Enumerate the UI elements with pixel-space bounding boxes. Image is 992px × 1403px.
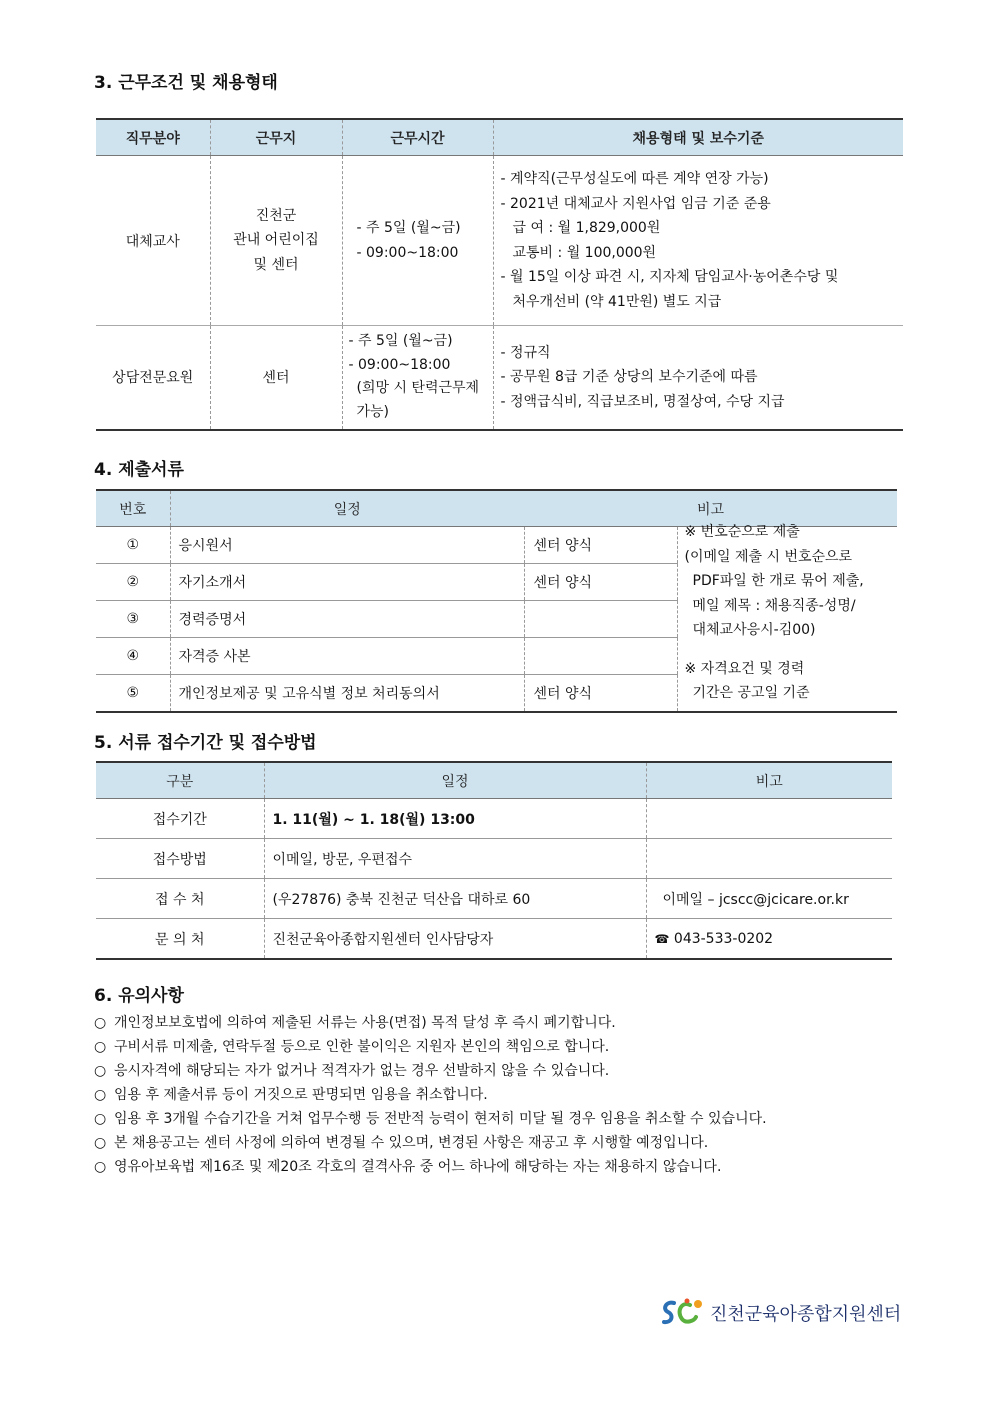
- row-label: 접수방법: [96, 839, 264, 879]
- notice-text: 응시자격에 해당되는 자가 없거나 적격자가 없는 경우 선발하지 않을 수 있습니다.: [114, 1063, 610, 1079]
- row-label: 접수기간: [96, 799, 264, 839]
- terms-line: 교통비 : 월 100,000원: [512, 244, 657, 261]
- terms-line: - 2021년 대체교사 지원사업 임금 기준 준용: [500, 195, 771, 212]
- list-item: [94, 1035, 767, 1059]
- email-note[interactable]: 이메일 – jcscc@jcicare.or.kr: [646, 879, 892, 919]
- location-cell: [210, 156, 342, 326]
- period-value: 1. 11(월) ~ 1. 18(월) 13:00: [264, 799, 646, 839]
- hours-line: - 주 5일 (월~금): [348, 333, 453, 350]
- list-item: [94, 1083, 767, 1107]
- notice-text: 개인정보보호법에 의하여 제출된 서류는 사용(면접) 목적 달성 후 즉시 폐기합니다.: [114, 1015, 616, 1031]
- terms-cell: [493, 156, 903, 326]
- section-5-title: 5. 서류 접수기간 및 접수방법: [94, 733, 317, 753]
- header-schedule: 일정: [264, 762, 646, 799]
- row-label: 문 의 처: [155, 931, 205, 948]
- table-row: [96, 879, 892, 919]
- terms-cell: [493, 326, 903, 430]
- org-name: 진천군육아종합지원센터: [710, 1304, 902, 1325]
- note-line: (이메일 제출 시 번호순으로: [684, 548, 853, 565]
- doc-form: [524, 601, 677, 638]
- row-note: [646, 799, 892, 839]
- work-conditions-table: [96, 118, 903, 431]
- list-item: [94, 1011, 767, 1035]
- header-location: 근무지: [210, 119, 342, 156]
- doc-name: 자격증 사본: [170, 638, 524, 675]
- doc-number: ⑤: [126, 685, 140, 701]
- notice-text: 임용 후 제출서류 등이 거짓으로 판명되면 임용을 취소합니다.: [114, 1087, 488, 1103]
- table-row: [96, 527, 897, 564]
- notice-list: [94, 1011, 767, 1179]
- terms-line: - 정액급식비, 직급보조비, 명절상여, 수당 지급: [500, 393, 785, 410]
- application-table: [96, 761, 892, 960]
- bullet-circle: ○: [94, 1087, 107, 1103]
- terms-line: - 공무원 8급 기준 상당의 보수기준에 따름: [500, 369, 758, 385]
- bullet-circle: ○: [94, 1135, 107, 1151]
- doc-form: 센터 양식: [524, 564, 677, 601]
- org-logo: [660, 1296, 901, 1330]
- table-row: [96, 799, 892, 839]
- table-row: [96, 919, 892, 960]
- doc-name: 응시원서: [170, 527, 524, 564]
- row-label: 접 수 처: [96, 879, 264, 919]
- doc-name: 개인정보제공 및 고유식별 정보 처리동의서: [170, 675, 524, 713]
- header-hours: 근무시간: [342, 119, 493, 156]
- header-category: 구분: [96, 762, 264, 799]
- doc-name: 경력증명서: [170, 601, 524, 638]
- list-item: [94, 1107, 767, 1131]
- hours-line: - 09:00~18:00: [356, 244, 459, 261]
- list-item: [94, 1059, 767, 1083]
- doc-name: 자기소개서: [170, 564, 524, 601]
- notice-text: 임용 후 3개월 수습기간을 거쳐 업무수행 등 전반적 능력이 현저히 미달 될 경우 임용을 취소할 수 있습니다.: [114, 1111, 767, 1127]
- address-value: (우27876) 충북 진천군 덕산읍 대하로 60: [264, 879, 646, 919]
- header-doc: 일정: [170, 490, 524, 527]
- doc-number: ②: [96, 564, 170, 601]
- doc-number: ④: [96, 638, 170, 675]
- list-item: [94, 1155, 767, 1179]
- location-line: 및 센터: [253, 256, 299, 273]
- bullet-circle: ○: [94, 1111, 107, 1127]
- contact-value: 진천군육아종합지원센터 인사담당자: [264, 919, 646, 960]
- phone-cell: [646, 919, 892, 960]
- field-cell: 상담전문요원: [112, 370, 194, 387]
- notice-text: 본 채용공고는 센터 사정에 의하여 변경될 수 있으며, 변경된 사항은 재공고 후 시행할 예정입니다.: [114, 1135, 709, 1151]
- doc-form: 센터 양식: [524, 675, 677, 713]
- header-no: 번호: [96, 490, 170, 527]
- phone-number[interactable]: 043-533-0202: [673, 930, 774, 947]
- section-4-title: 4. 제출서류: [94, 460, 184, 480]
- section-3-title: 3. 근무조건 및 채용형태: [94, 73, 278, 93]
- terms-line: 처우개선비 (약 41만원) 별도 지급: [512, 293, 722, 310]
- table-row: [96, 839, 892, 879]
- header-note: 비고: [524, 490, 897, 527]
- doc-note: [677, 524, 897, 713]
- hours-line: 가능): [356, 403, 390, 420]
- terms-line: - 계약직(근무성실도에 따른 계약 연장 가능): [500, 171, 769, 187]
- header-field: 직무분야: [96, 119, 210, 156]
- hours-cell: [342, 326, 493, 430]
- telephone-icon: ☎: [654, 931, 670, 946]
- documents-table: [96, 489, 897, 713]
- doc-number: ③: [96, 601, 170, 638]
- list-item: [94, 1131, 767, 1155]
- hours-line: (희망 시 탄력근무제: [356, 380, 480, 397]
- note-line: ※ 자격요건 및 경력: [684, 660, 805, 677]
- notice-text: 구비서류 미제출, 연락두절 등으로 인한 불이익은 지원자 본인의 책임으로 합니다.: [114, 1039, 610, 1055]
- header-terms: 채용형태 및 보수기준: [493, 119, 903, 156]
- header-note: 비고: [646, 762, 892, 799]
- note-line: ※ 번호순으로 제출: [684, 524, 800, 540]
- doc-form: [524, 638, 677, 675]
- location-line: 진천군: [255, 207, 297, 224]
- location-line: 관내 어린이집: [233, 232, 319, 249]
- terms-line: - 월 15일 이상 파견 시, 지자체 담임교사·농어촌수당 및: [500, 269, 839, 285]
- hours-cell: [342, 156, 493, 326]
- section-6-title: 6. 유의사항: [94, 986, 184, 1006]
- table-row: [96, 326, 903, 430]
- table-row: [96, 156, 903, 326]
- field-cell: 대체교사: [125, 233, 180, 250]
- row-note: [646, 839, 892, 879]
- terms-line: 급 여 : 월 1,829,000원: [512, 220, 661, 236]
- doc-number: ①: [96, 527, 170, 564]
- hours-line: - 주 5일 (월~금): [356, 220, 461, 236]
- bullet-circle: ○: [94, 1015, 107, 1031]
- doc-form: 센터 양식: [524, 527, 677, 564]
- hours-line: - 09:00~18:00: [348, 356, 451, 373]
- note-line: 기간은 공고일 기준: [692, 685, 810, 701]
- location-cell: 센터: [210, 326, 342, 430]
- bullet-circle: ○: [94, 1063, 107, 1079]
- note-line: 메일 제목 : 채용직종-성명/: [692, 597, 856, 614]
- bullet-circle: ○: [94, 1039, 107, 1055]
- notice-text: 영유아보육법 제16조 및 제20조 각호의 결격사유 중 어느 하나에 해당하는 자는 채용하지 않습니다.: [114, 1159, 722, 1175]
- note-line: 대체교사응시-김00): [692, 622, 816, 638]
- org-logo-icon: [660, 1297, 704, 1329]
- terms-line: - 정규직: [500, 344, 551, 361]
- bullet-circle: ○: [94, 1159, 107, 1175]
- method-value: 이메일, 방문, 우편접수: [264, 839, 646, 879]
- note-line: PDF파일 한 개로 묶어 제출,: [692, 573, 864, 589]
